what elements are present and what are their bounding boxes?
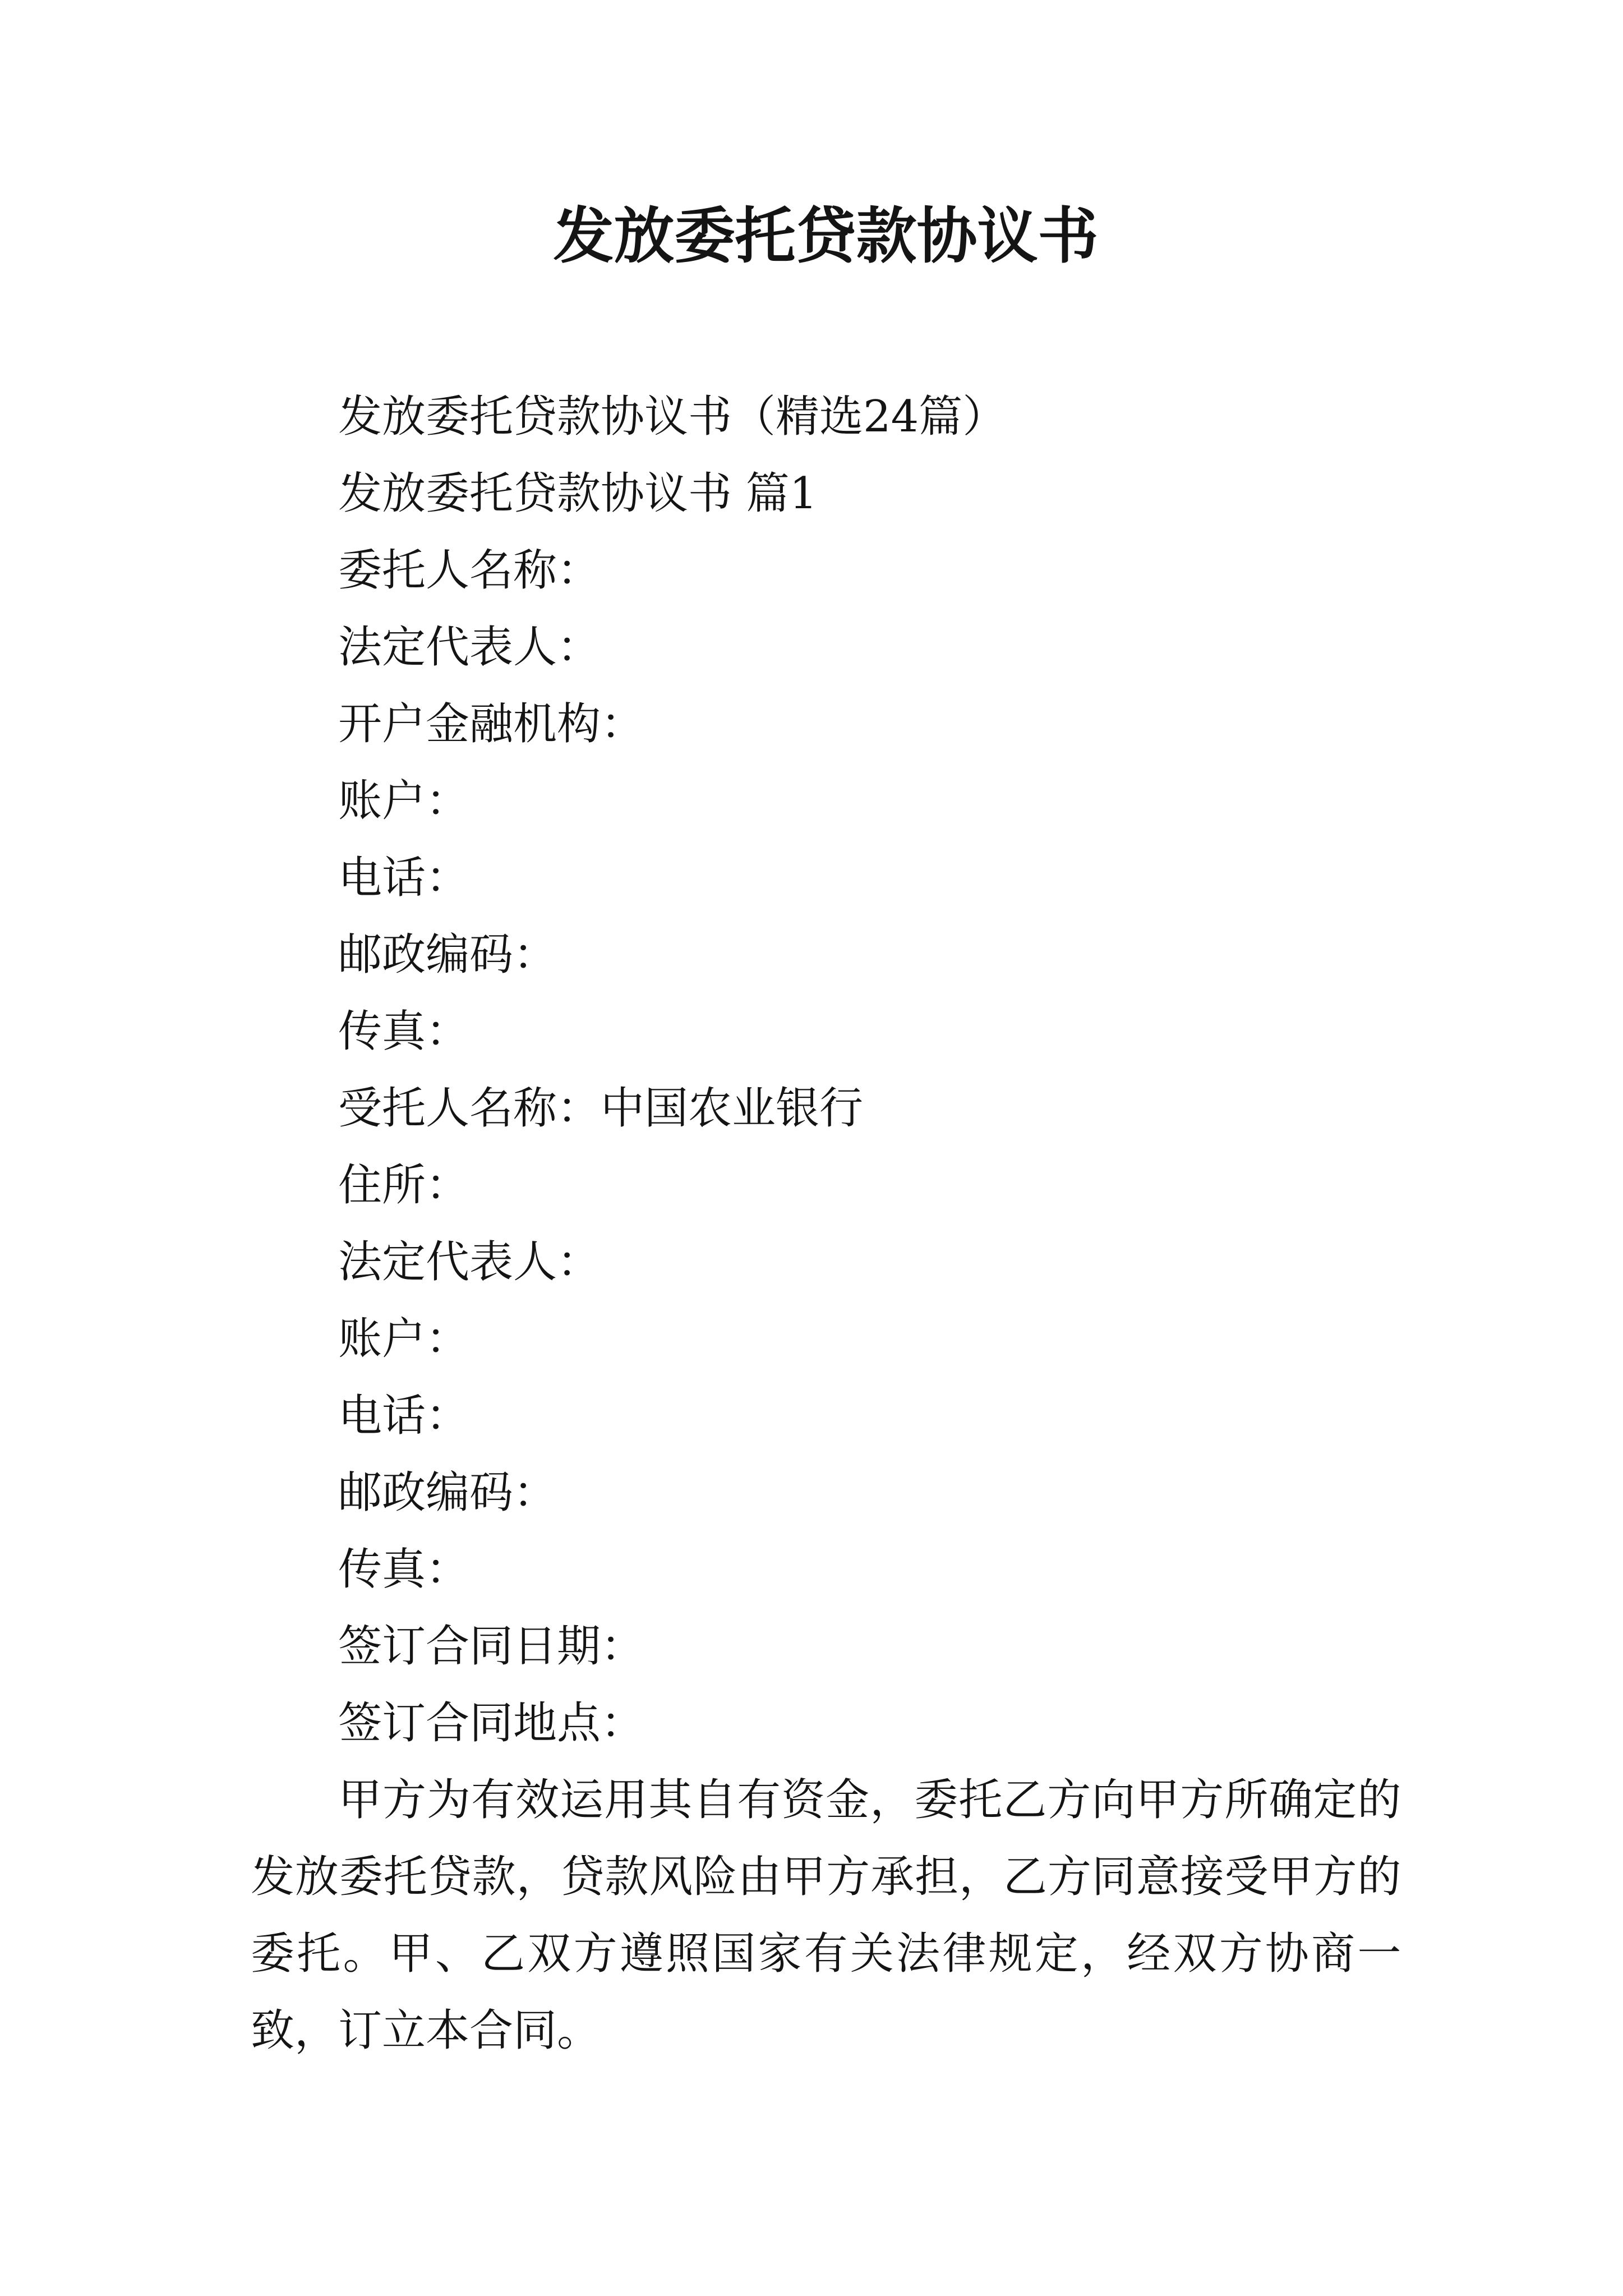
field-trustee-fax: 传真： bbox=[338, 1544, 470, 1595]
field-trustee-address: 住所： bbox=[338, 1160, 470, 1211]
field-trustee-postcode: 邮政编码： bbox=[338, 1467, 557, 1518]
field-trustee-account: 账户： bbox=[338, 1314, 470, 1364]
field-trustee-phone: 电话： bbox=[338, 1391, 470, 1441]
preamble-paragraph: 甲方为有效运用其自有资金，委托乙方向甲方所确定的发放委托贷款，贷款风险由甲方承担，乙方同意接受甲方的委托。甲、乙双方遵照国家有关法律规定，经双方协商一致，订立本合同。 bbox=[251, 1775, 1401, 2056]
field-principal-postcode: 邮政编码： bbox=[338, 930, 557, 980]
field-principal-account: 账户： bbox=[338, 776, 470, 826]
field-principal-fax: 传真： bbox=[338, 1006, 470, 1057]
field-trustee-name: 受托人名称：中国农业银行 bbox=[338, 1083, 864, 1134]
document-page bbox=[251, 191, 1401, 2069]
field-principal-bank: 开户金融机构： bbox=[338, 699, 645, 749]
field-sign-place: 签订合同地点： bbox=[338, 1698, 645, 1749]
field-principal-phone: 电话： bbox=[338, 853, 470, 903]
field-trustee-legal-rep: 法定代表人： bbox=[338, 1237, 601, 1287]
field-principal-name: 委托人名称： bbox=[338, 545, 601, 596]
collection-title: 发放委托贷款协议书（精选24篇） bbox=[338, 392, 1007, 442]
document-title: 发放委托贷款协议书 bbox=[553, 201, 1099, 272]
document-body bbox=[251, 379, 1401, 2069]
field-principal-legal-rep: 法定代表人： bbox=[338, 622, 601, 673]
article-heading: 发放委托贷款协议书 篇1 bbox=[338, 468, 818, 519]
field-sign-date: 签订合同日期： bbox=[338, 1621, 645, 1672]
